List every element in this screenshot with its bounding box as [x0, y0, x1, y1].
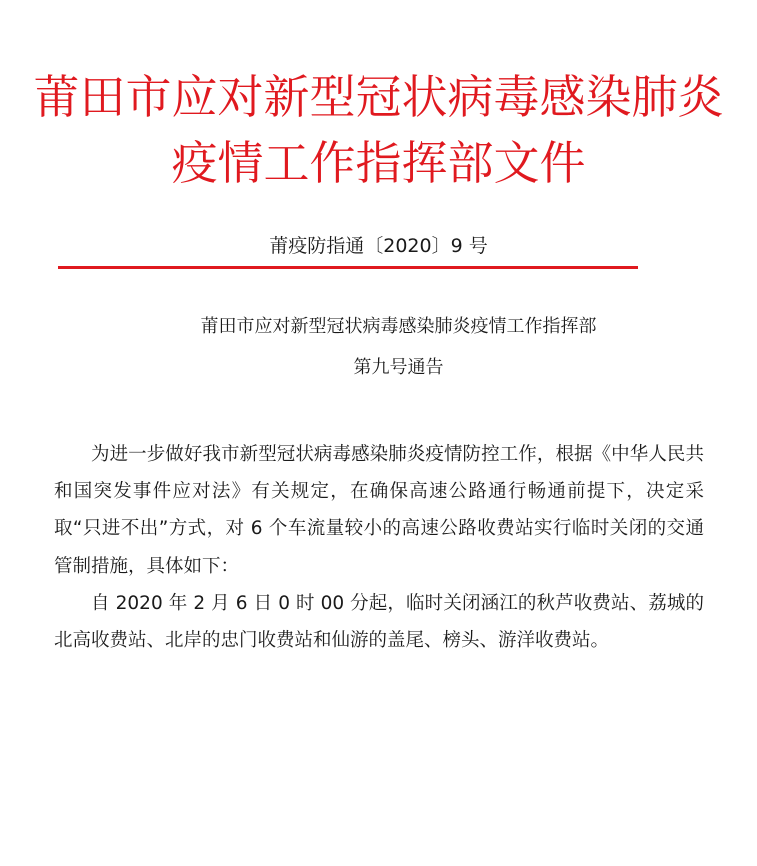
- notice-title-line-2: 第九号通告: [353, 357, 444, 378]
- document-number: 莆疫防指通〔2020〕9 号: [269, 235, 488, 257]
- body-paragraph-2: 自 2020 年 2 月 6 日 0 时 00 分起，临时关闭涵江的秋芦收费站、荔城的北高收费站、北岸的忠门收费站和仙游的盖尾、榜头、游洋收费站。: [54, 592, 704, 652]
- red-divider-line: [58, 266, 638, 269]
- issuer-header-line-2: 疫情工作指挥部文件: [171, 136, 586, 190]
- notice-title-line-1: 莆田市应对新型冠状病毒感染肺炎疫情工作指挥部: [200, 316, 597, 337]
- body-paragraph-1: 为进一步做好我市新型冠状病毒感染肺炎疫情防控工作，根据《中华人民共和国突发事件应对法》有关规定，在确保高速公路通行畅通前提下，决定采取“只进不出”方式，对 6 个车流量较小的高速公路收费站实行临时关闭的交通管制措施，具体如下：: [54, 444, 704, 577]
- issuer-header-line-1: 莆田市应对新型冠状病毒感染肺炎: [33, 70, 724, 124]
- notice-body: [54, 436, 704, 659]
